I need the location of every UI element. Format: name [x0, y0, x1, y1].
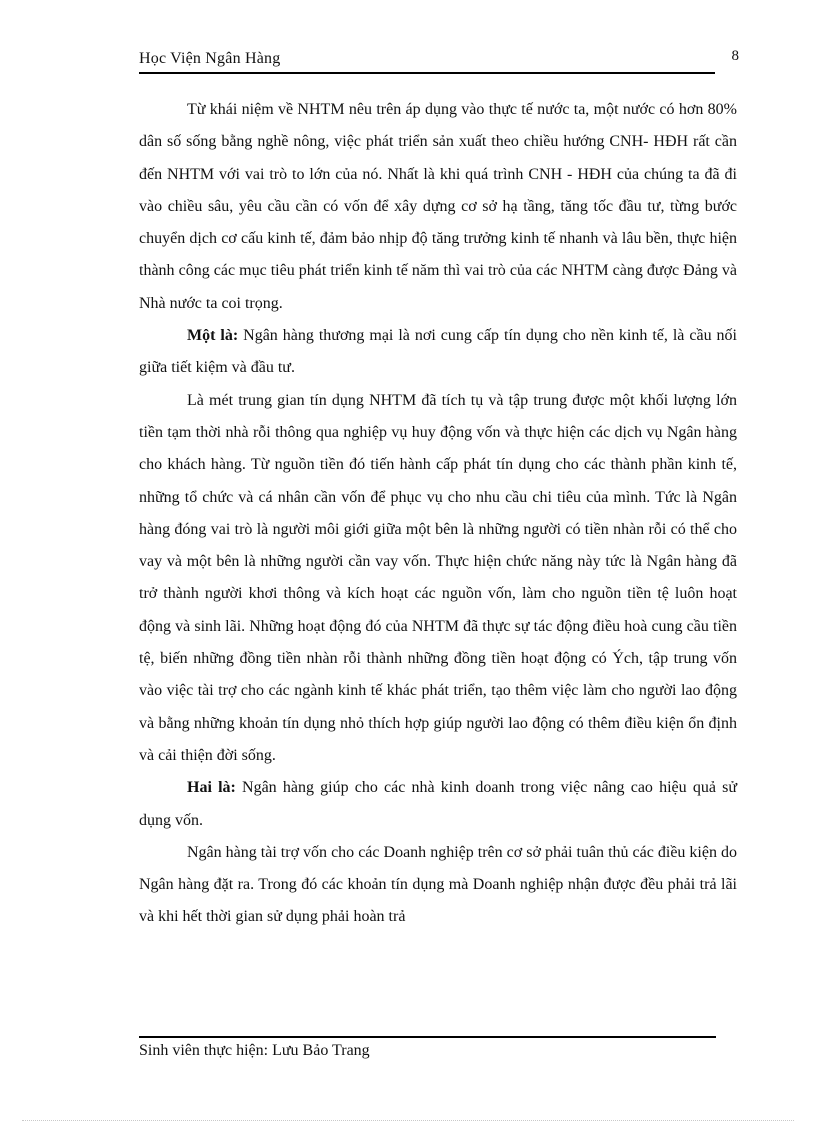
paragraph-text: Ngân hàng thương mại là nơi cung cấp tín dụng cho nền kinh tế, là cầu nối giữa tiết kiệm và đầu tư.: [139, 327, 737, 377]
paragraph: [139, 385, 737, 773]
paragraph-lead: Hai là:: [187, 779, 236, 797]
paragraph-text: Ngân hàng giúp cho các nhà kinh doanh trong việc nâng cao hiệu quả sử dụng vốn.: [139, 779, 737, 829]
paragraph-text: Là mét trung gian tín dụng NHTM đã tích tụ và tập trung được một khối lượng lớn tiền tạm thời nhà rỗi thông qua nghiệp vụ huy động vốn và thực hiện các dịch vụ Ngân hàng cho khách hàng. Từ nguồn tiền đó tiến hành cấp phát tín dụng cho các thành phần kinh tế, những tổ chức và cá nhân cần vốn để phục vụ cho nhu cầu chi tiêu của mình. Tức là Ngân hàng đóng vai trò là người môi giới giữa một bên là những người có tiền nhàn rỗi có thể cho vay và một bên là những người cần vay vốn. Thực hiện chức năng này tức là Ngân hàng đã trở thành người khơi thông và kích hoạt các nguồn vốn, làm cho nguồn tiền tệ luôn hoạt động và sinh lãi. Những hoạt động đó của NHTM đã thực sự tác động điều hoà cung cầu tiền tệ, biến những đồng tiền nhàn rỗi thành những đồng tiền hoạt động có Ých, tập trung vốn vào việc tài trợ cho các ngành kinh tế khác phát triển, tạo thêm việc làm cho người lao động và bằng những khoản tín dụng nhỏ thích hợp giúp người lao động có thêm điều kiện ổn định và cải thiện đời sống.: [139, 391, 737, 764]
paragraph: [139, 837, 737, 934]
footer-divider: [139, 1036, 716, 1038]
paragraph-text: Ngân hàng tài trợ vốn cho các Doanh nghiệp trên cơ sở phải tuân thủ các điều kiện do Ngân hàng đặt ra. Trong đó các khoản tín dụng mà Doanh nghiệp nhận được đều phải trả lãi và khi hết thời gian sử dụng phải hoàn trả: [139, 843, 737, 926]
document-body: [139, 94, 737, 934]
paragraph-text: Từ khái niệm về NHTM nêu trên áp dụng vào thực tế nước ta, một nước có hơn 80% dân số sống bằng nghề nông, việc phát triển sản xuất theo chiều hướng CNH- HĐH rất cần đến NHTM với vai trò to lớn của nó. Nhất là khi quá trình CNH - HĐH của chúng ta đã đi vào chiều sâu, yêu cầu cần có vốn để xây dựng cơ sở hạ tầng, tăng tốc đầu tư, từng bước chuyển dịch cơ cấu kinh tế, đảm bảo nhịp độ tăng trưởng kinh tế nhanh và lâu bền, thực hiện thành công các mục tiêu phát triển kinh tế năm thì vai trò của các NHTM càng được Đảng và Nhà nước ta coi trọng.: [139, 101, 737, 312]
paragraph: [139, 94, 737, 320]
page-bottom-edge: [22, 1120, 794, 1121]
paragraph: [139, 772, 737, 837]
page-header: [139, 48, 739, 74]
paragraph: [139, 320, 737, 385]
page-number: 8: [731, 48, 739, 64]
page-footer: Sinh viên thực hiện: Lưu Bảo Trang: [139, 1042, 370, 1059]
header-title: Học Viện Ngân Hàng: [139, 50, 281, 67]
paragraph-lead: Một là:: [187, 327, 239, 345]
